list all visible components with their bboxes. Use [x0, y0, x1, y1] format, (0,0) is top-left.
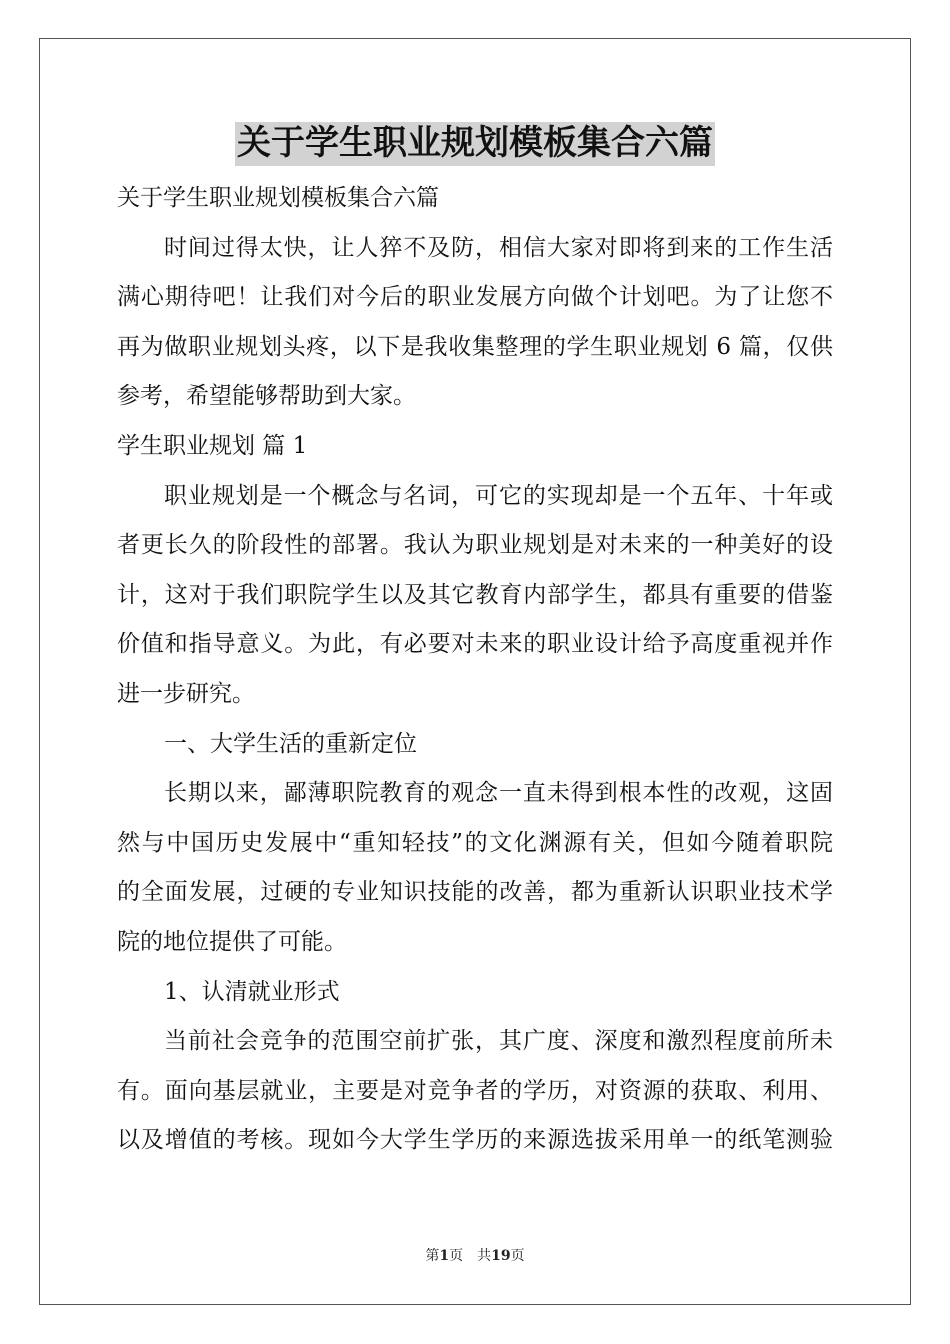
text-line: 1、认清就业形式 [164, 978, 340, 1005]
document-body [117, 174, 833, 1166]
text-line: 以及增值的考核。现如今大学生学历的来源选拔采用单一的纸笔测验 [117, 1127, 833, 1154]
text-line: 关于学生职业规划模板集合六篇 [117, 185, 439, 211]
text-line: 参考，希望能够帮助到大家。 [117, 383, 416, 410]
text-line: 时间过得太快，让人猝不及防，相信大家对即将到来的工作生活 [164, 234, 833, 261]
text-line: 满心期待吧！让我们对今后的职业发展方向做个计划吧。为了让您不 [117, 284, 833, 311]
text-line: 当前社会竞争的范围空前扩张，其广度、深度和激烈程度前所未 [164, 1028, 833, 1055]
text-line: 者更长久的阶段性的部署。我认为职业规划是对未来的一种美好的设 [117, 532, 833, 559]
text-line: 学生职业规划 篇 1 [117, 432, 308, 459]
text-line: 的全面发展，过硬的专业知识技能的改善，都为重新认识职业技术学 [117, 879, 833, 906]
page-number: 第1页 [425, 1248, 464, 1264]
page-total: 共19页 [477, 1248, 525, 1264]
text-line: 有。面向基层就业，主要是对竞争者的学历，对资源的获取、利用、 [117, 1077, 833, 1104]
text-line: 然与中国历史发展中“重知轻技”的文化渊源有关，但如今随着职院 [117, 829, 833, 856]
text-line: 进一步研究。 [117, 680, 255, 707]
page-footer [0, 1245, 950, 1265]
document-title [0, 122, 950, 166]
text-line: 价值和指导意义。为此，有必要对未来的职业设计给予高度重视并作 [117, 631, 833, 658]
document-title-text: 关于学生职业规划模板集合六篇 [235, 122, 715, 166]
text-line: 职业规划是一个概念与名词，可它的实现却是一个五年、十年或 [164, 482, 833, 509]
text-line: 长期以来，鄙薄职院教育的观念一直未得到根本性的改观，这固 [164, 780, 833, 807]
text-line: 再为做职业规划头疼，以下是我收集整理的学生职业规划 6 篇，仅供 [117, 333, 833, 360]
text-line: 院的地位提供了可能。 [117, 928, 347, 955]
text-line: 计，这对于我们职院学生以及其它教育内部学生，都具有重要的借鉴 [117, 581, 833, 608]
text-line: 一、大学生活的重新定位 [164, 730, 417, 757]
